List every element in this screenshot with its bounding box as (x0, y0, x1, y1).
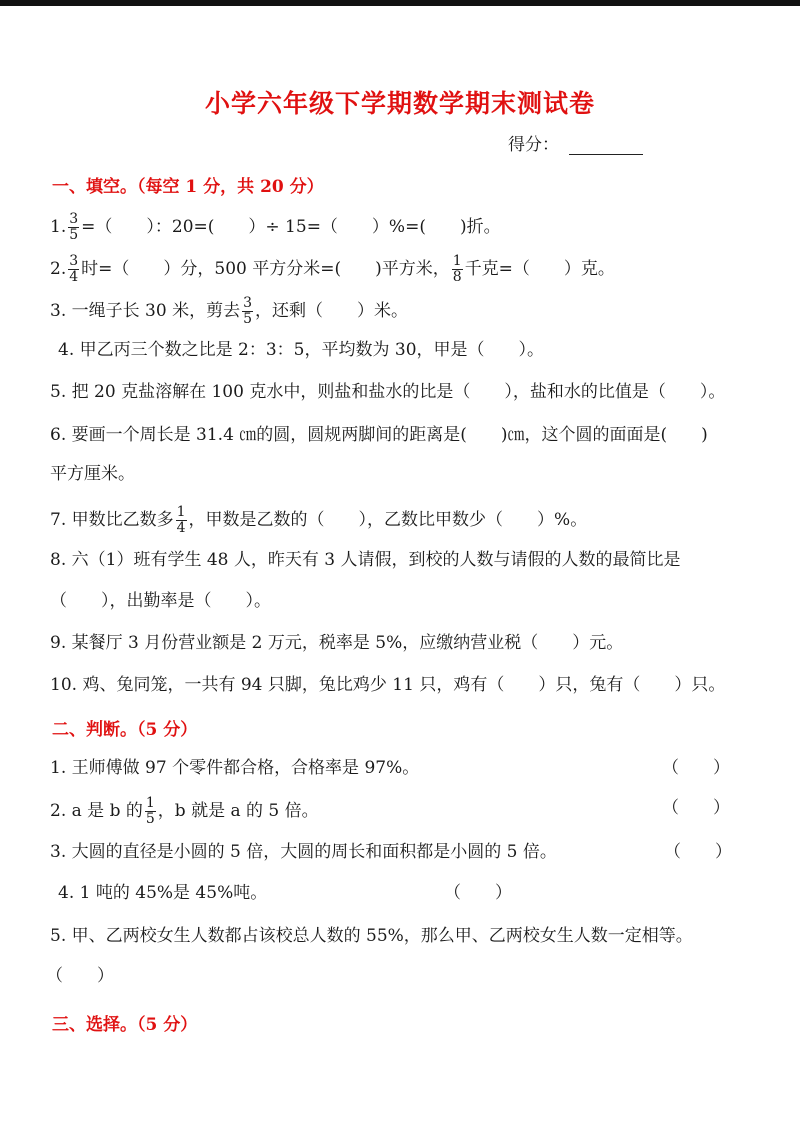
fill-q2-text: 时=（ ）分，500 平方分米=( )平方米， (81, 259, 450, 279)
judge-q2-text-end: ，b 就是 a 的 5 倍。 (157, 801, 319, 821)
fraction-denominator: 8 (452, 269, 462, 285)
fill-question-6: 6. 要画一个周长是 31.4 ㎝的圆，圆规两脚间的距离是( )㎝，这个圆的面面是( ) (50, 425, 708, 445)
fraction (68, 212, 79, 243)
section-choice-heading: 三、选择。（5 分） (52, 1015, 198, 1035)
fraction-numerator: 1 (176, 504, 186, 520)
fraction-numerator: 3 (243, 295, 252, 311)
judge-question-3: 3. 大圆的直径是小圆的 5 倍，大圆的周长和面积都是小圆的 5 倍。 (50, 842, 557, 862)
top-border (0, 0, 800, 6)
judge-q2-text: 2. a 是 b 的 (50, 801, 143, 821)
fill-question-8-cont: （ ），出勤率是（ ）。 (50, 591, 271, 611)
fill-question-1 (50, 212, 501, 243)
score-blank-line (569, 138, 643, 155)
section-fill-heading: 一、填空。（每空 1 分，共 20 分） (52, 177, 324, 197)
fill-q7-text: 7. 甲数比乙数多 (50, 510, 174, 530)
fill-q1-text: =（ ）：20=( ）÷ 15=（ ）%=( )折。 (81, 217, 501, 237)
judge-question-2 (50, 796, 319, 827)
fraction-numerator: 1 (145, 795, 155, 811)
judge-answer-paren-1[interactable]: （ ） (662, 758, 730, 778)
page-title: 小学六年级下学期数学期末测试卷 (204, 89, 595, 118)
fill-q3-text: 3. 一绳子长 30 米，剪去 (50, 301, 241, 321)
section-judge-heading: 二、判断。（5 分） (52, 720, 198, 740)
fraction-numerator: 1 (452, 253, 462, 269)
fill-q7-text-end: ，甲数是乙数的（ ），乙数比甲数少（ ）%。 (188, 510, 588, 530)
fraction-denominator: 5 (243, 311, 252, 327)
fill-question-2 (50, 254, 615, 285)
fraction (145, 796, 156, 827)
judge-question-1: 1. 王师傅做 97 个零件都合格，合格率是 97%。 (50, 758, 420, 778)
fill-question-8: 8. 六（1）班有学生 48 人，昨天有 3 人请假，到校的人数与请假的人数的最简比是 (50, 550, 681, 570)
fill-question-4: 4. 甲乙丙三个数之比是 2：3：5，平均数为 30，甲是（ ）。 (58, 340, 545, 360)
judge-question-5: 5. 甲、乙两校女生人数都占该校总人数的 55%，那么甲、乙两校女生人数一定相等。 (50, 926, 693, 946)
judge-question-4: 4. 1 吨的 45%是 45%吨。 (58, 883, 268, 903)
fill-question-10: 10. 鸡、兔同笼，一共有 94 只脚，兔比鸡少 11 只，鸡有（ ）只，兔有（ ）只。 (50, 675, 726, 695)
judge-answer-paren-2[interactable]: （ ） (662, 798, 730, 818)
fill-question-7 (50, 505, 587, 536)
judge-answer-paren-4[interactable]: （ ） (444, 883, 512, 903)
fill-q2-text-end: 千克=（ ）克。 (464, 259, 615, 279)
score-label: 得分： (508, 135, 559, 155)
fraction (176, 505, 187, 536)
fill-q1-prefix: 1. (50, 217, 67, 237)
fraction-numerator: 3 (69, 253, 79, 269)
fraction (242, 296, 253, 327)
judge-answer-paren-5[interactable]: （ ） (46, 966, 114, 986)
fill-question-6-cont: 平方厘米。 (50, 464, 135, 484)
judge-answer-paren-3[interactable]: （ ） (664, 842, 732, 862)
fraction-denominator: 4 (176, 520, 186, 536)
fill-question-3 (50, 296, 408, 327)
fraction-denominator: 5 (145, 811, 155, 827)
fraction-numerator: 3 (69, 211, 79, 227)
fill-question-9: 9. 某餐厅 3 月份营业额是 2 万元，税率是 5%，应缴纳营业税（ ）元。 (50, 633, 624, 653)
fill-question-5: 5. 把 20 克盐溶解在 100 克水中，则盐和盐水的比是（ ），盐和水的比值是（ ）。 (50, 382, 726, 402)
fill-q3-text-end: ，还剩（ ）米。 (255, 301, 408, 321)
fraction (68, 254, 79, 285)
fill-q2-prefix: 2. (50, 259, 67, 279)
score-field (508, 130, 643, 155)
fraction (452, 254, 463, 285)
fraction-denominator: 4 (69, 269, 79, 285)
fraction-denominator: 5 (69, 227, 79, 243)
